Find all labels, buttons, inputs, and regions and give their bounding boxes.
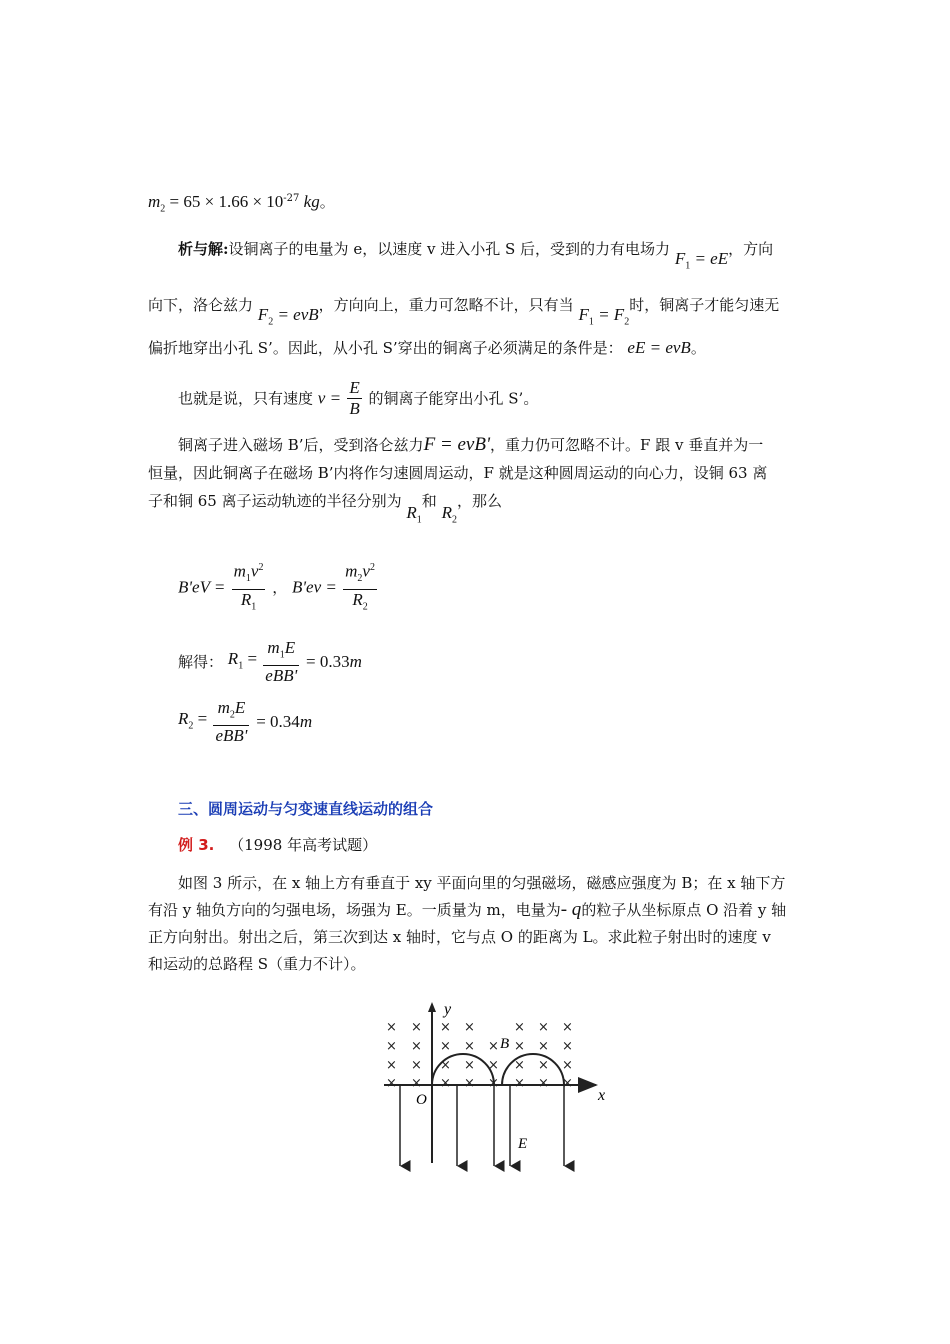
b-field-cross: × (562, 1020, 573, 1035)
figure-3-diagram (370, 1001, 610, 1182)
b-field-cross: × (562, 1039, 573, 1054)
force-equations: B'eV = $\frac{m_1v^2}{R_1}$ ， B'ev = $\frac{m_2v^2}{R_2}$ (178, 558, 379, 617)
solution-r1: 解得： $R_1$ = $\frac{m_1E}{\text{eBB'}}$ = 0.33m (178, 638, 362, 686)
problem-line-2: 有沿 y 轴负方向的匀强电场，场强为 E。一质量为 m，电量为- q的粒子从坐标原点 O 沿着 y 轴 (148, 899, 787, 920)
b-field-cross: × (538, 1020, 549, 1035)
b-field-cross: × (440, 1039, 451, 1054)
problem-line-4: 和运动的总路程 S（重力不计）。 (148, 955, 366, 973)
b-field-cross: × (440, 1058, 451, 1073)
speed-line: 也就是说，只有速度 v = $\frac{E}{B}$ 的铜离子能穿出小孔 S’。 (178, 378, 539, 418)
problem-line-1: 如图 3 所示，在 x 轴上方有垂直于 xy 平面向里的匀强磁场，磁感应强度为 B；在 x 轴下方 (178, 874, 786, 892)
b-field-cross: × (386, 1058, 397, 1073)
b-field-cross: × (411, 1039, 422, 1054)
analysis-line-3: 偏折地穿出小孔 S’。因此，从小孔 S’穿出的铜离子必须满足的条件是： eE = evB。 (148, 338, 706, 357)
b-field-cross: × (514, 1058, 525, 1073)
b-field-cross: × (464, 1039, 475, 1054)
b-field-cross: × (562, 1076, 573, 1091)
para2-line-3: 子和铜 65 离子运动轨迹的半径分别为 $R_1$和 $R_2$，那么 (148, 492, 502, 526)
b-field-label: B (500, 1036, 510, 1052)
b-field-cross: × (464, 1076, 475, 1091)
b-field-cross: × (411, 1076, 422, 1091)
b-field-cross: × (488, 1076, 499, 1091)
mass-equation: $m_2 = 65 \times 1.66 \times 10^{-27}$ kg。 (148, 192, 335, 215)
b-field-cross: × (514, 1076, 525, 1091)
trajectory-arc-2 (502, 1054, 564, 1085)
analysis-label: 析与解: (178, 240, 229, 258)
b-field-cross: × (538, 1058, 549, 1073)
solution-r2: $R_2$ = $\frac{m_2E}{\text{eBB'}}$ = 0.34m (178, 698, 313, 746)
b-field-cross: × (538, 1039, 549, 1054)
b-field-cross: × (488, 1058, 499, 1073)
x-axis-label: x (598, 1087, 606, 1104)
b-field-cross: × (386, 1039, 397, 1054)
b-field-cross: × (411, 1020, 422, 1035)
b-field-cross: × (386, 1076, 397, 1091)
b-field-cross: × (411, 1058, 422, 1073)
b-field-cross: × (464, 1020, 475, 1035)
analysis-line-1: 析与解:设铜离子的电量为 e，以速度 v 进入小孔 S 后，受到的力有电场力 $F_1$ = eE，方向 (178, 240, 774, 272)
b-field-cross: × (514, 1020, 525, 1035)
origin-label: O (416, 1092, 427, 1108)
b-field-cross: × (538, 1076, 549, 1091)
b-field-cross: × (440, 1020, 451, 1035)
para2-line-1: 铜离子进入磁场 B’后，受到洛仑兹力F = evB'，重力仍可忽略不计。F 跟 v 垂直并为一 (178, 434, 764, 455)
section-heading: 三、圆周运动与匀变速直线运动的组合 (178, 800, 434, 818)
b-field-cross: × (464, 1058, 475, 1073)
b-field-cross: × (488, 1039, 499, 1054)
b-field-cross: × (386, 1020, 397, 1035)
y-axis-label: y (444, 1001, 452, 1018)
b-field-cross: × (514, 1039, 525, 1054)
b-field-cross: × (440, 1076, 451, 1091)
example-header: 例 3. （1998 年高考试题） (178, 836, 378, 854)
analysis-line-2: 向下，洛仑兹力 $F_2$ = evB，方向向上，重力可忽略不计，只有当 $F_1 = F_2$时，铜离子才能匀速无 (148, 296, 780, 328)
b-field-cross: × (562, 1058, 573, 1073)
para2-line-2: 恒量，因此铜离子在磁场 B’内将作匀速圆周运动，F 就是这种圆周运动的向心力，设铜 63 离 (148, 464, 768, 482)
problem-line-3: 正方向射出。射出之后，第三次到达 x 轴时，它与点 O 的距离为 L。求此粒子射出时的速度 v (148, 928, 771, 946)
example-label: 例 3. (178, 836, 215, 854)
e-field-label: E (518, 1136, 528, 1152)
